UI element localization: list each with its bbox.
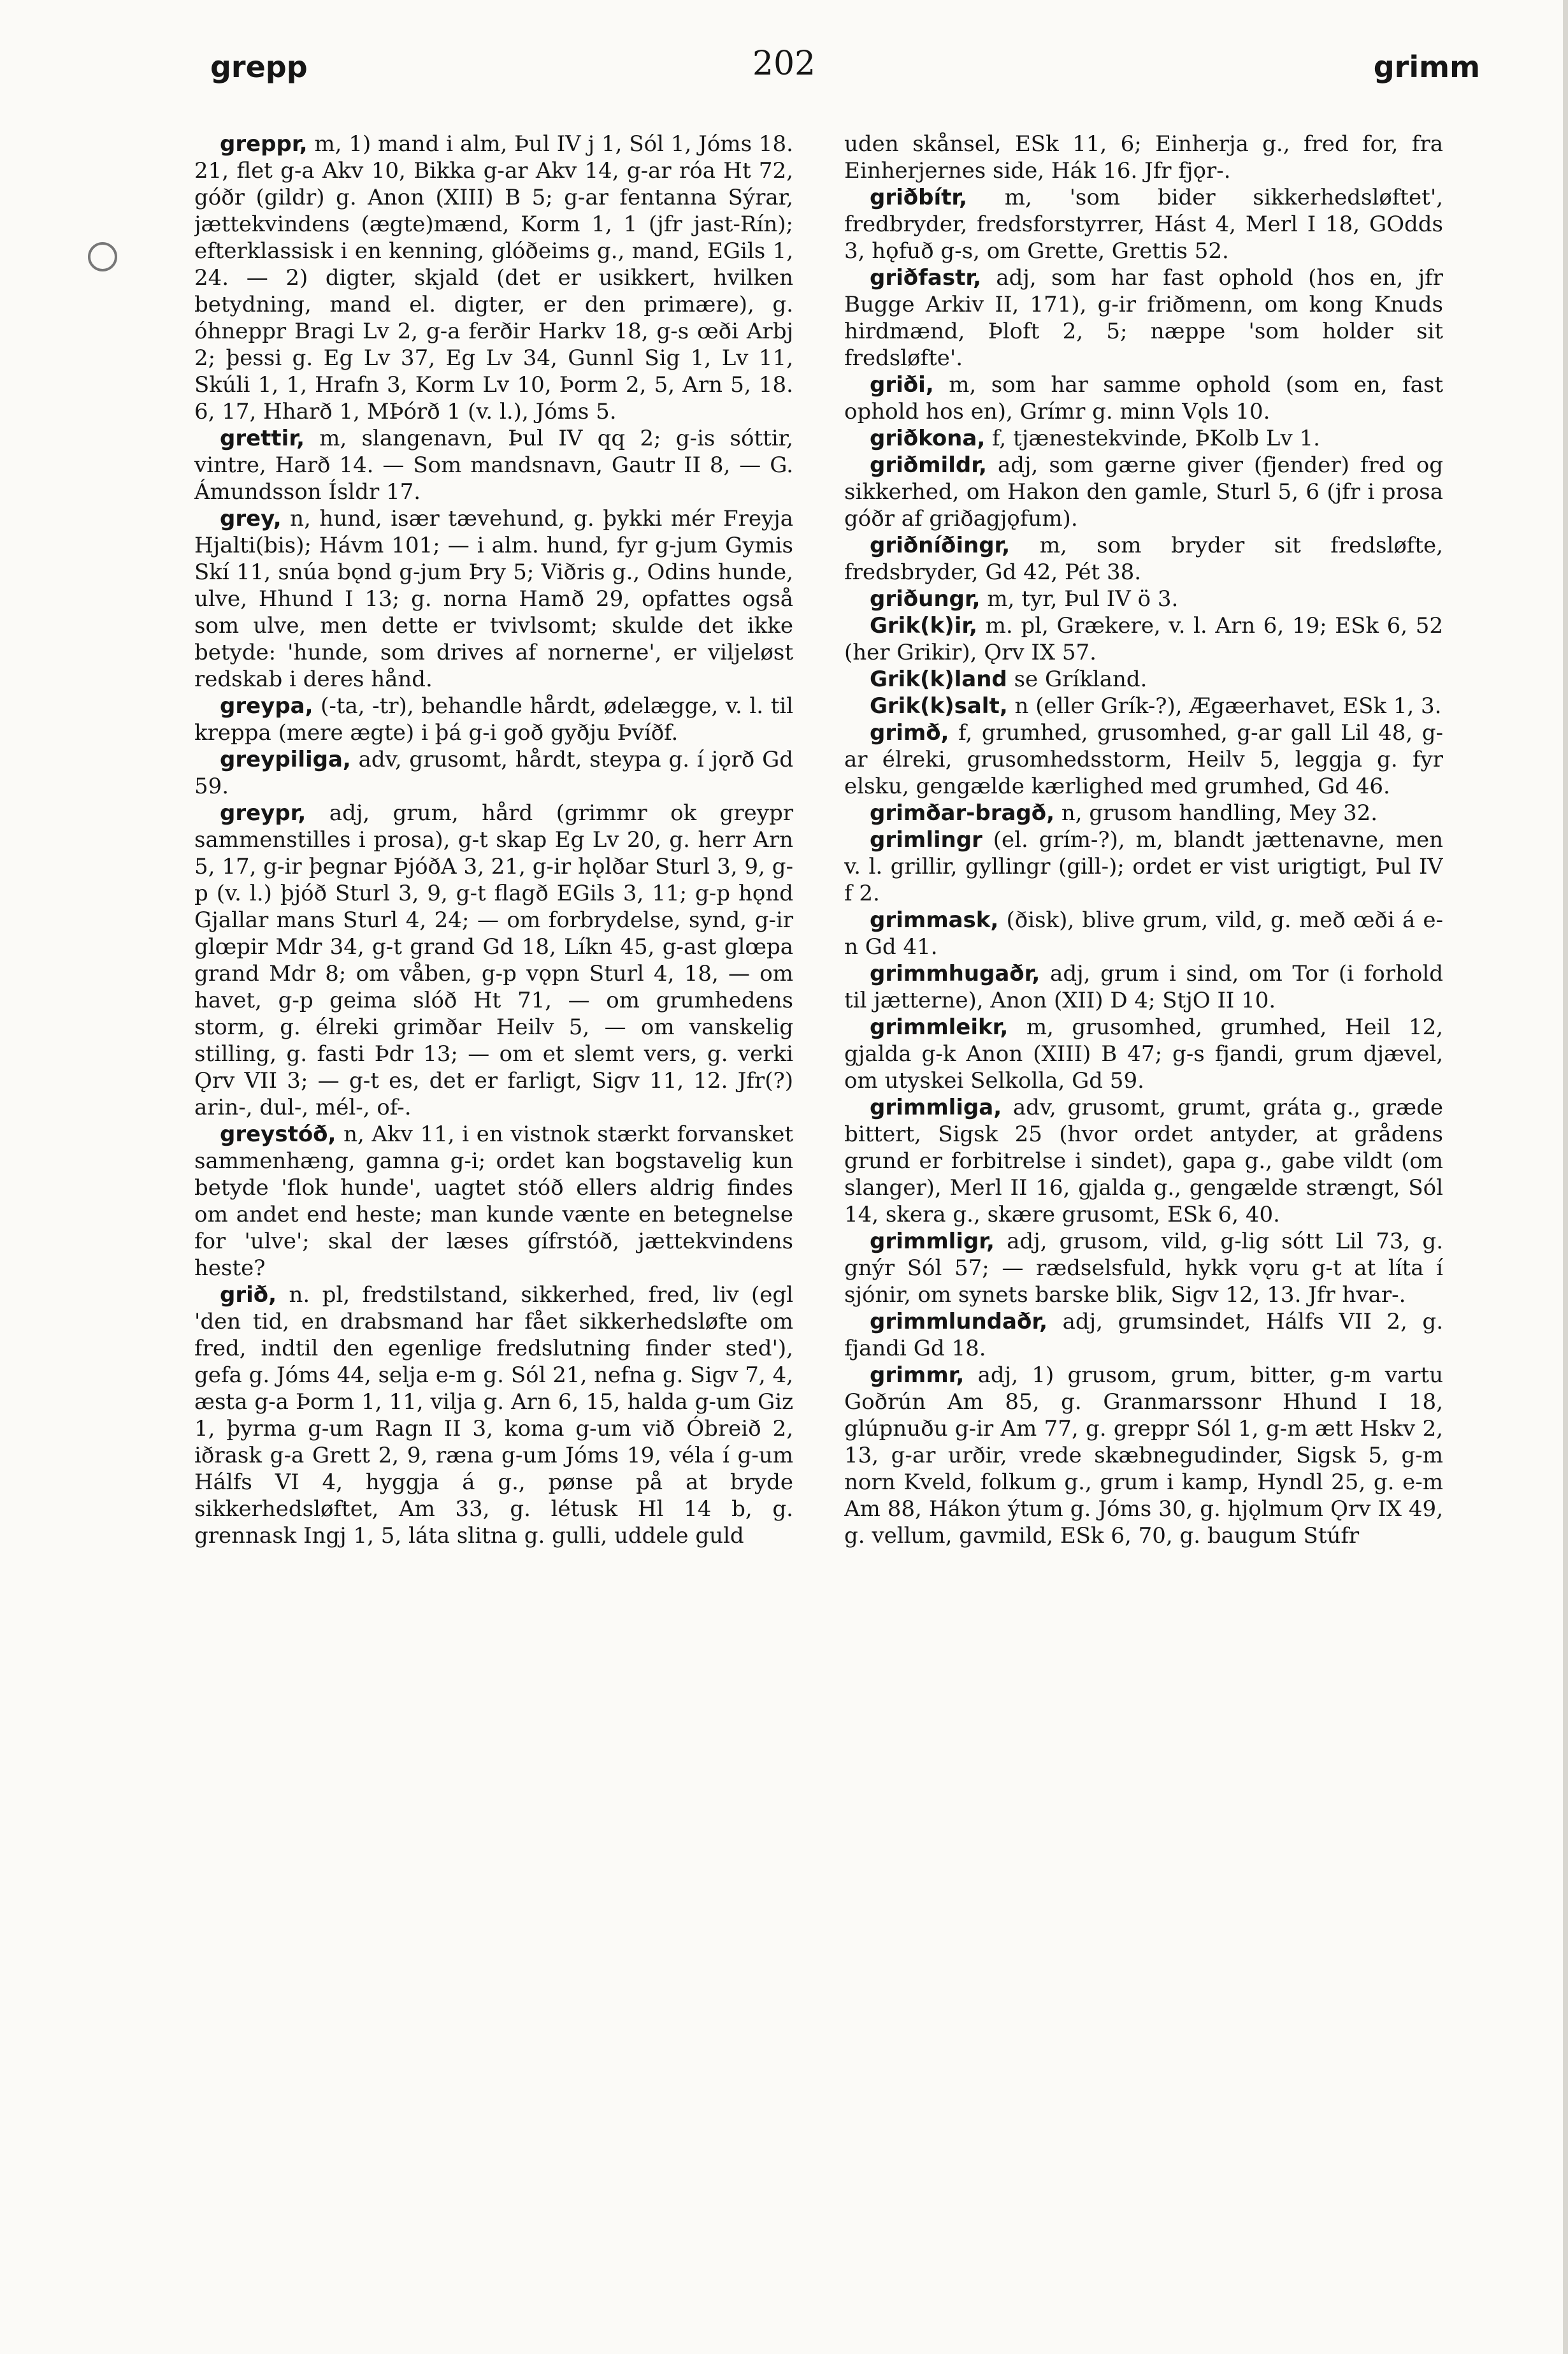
margin-circle-mark-icon	[88, 242, 117, 271]
dictionary-entry	[844, 425, 1443, 452]
dictionary-entry	[844, 131, 1443, 184]
entry-text: adj, grumsindet, Hálfs VII 2, g. fjandi Gd 18.	[844, 1309, 1443, 1361]
dictionary-entry	[844, 907, 1443, 960]
entry-text: m, som har samme ophold (som en, fast ophold hos en), Grímr g. minn Vǫls 10.	[844, 372, 1443, 424]
dictionary-entry	[844, 1014, 1443, 1094]
entry-headword: grimmask,	[870, 907, 999, 933]
entry-text: (el. grím-?), m, blandt jættenavne, men v. l. grillir, gyllingr (gill-); ordet er vist urigtigt, Þul IV f 2.	[844, 827, 1443, 906]
entry-headword: Grik(k)ir,	[870, 613, 977, 639]
entry-text: adv, grusomt, hårdt, steypa g. í jǫrð Gd 59.	[194, 747, 793, 799]
entry-text: f, grumhed, grusomhed, g-ar gall Lil 48, g-ar élreki, grusomhedsstorm, Heilv 5, leggja g. fyr elsku, gengælde kærlighed med grumhed, Gd 46.	[844, 720, 1443, 799]
entry-headword: greypr,	[220, 800, 306, 826]
dictionary-entry	[194, 800, 793, 1121]
dictionary-entry	[844, 1362, 1443, 1549]
entry-headword: grimmleikr,	[870, 1015, 1009, 1040]
entry-text: (ðisk), blive grum, vild, g. með œði á e-n Gd 41.	[844, 907, 1443, 960]
dictionary-entry	[844, 666, 1443, 693]
entry-headword: grið,	[220, 1282, 277, 1308]
entry-headword: greppr,	[220, 131, 308, 157]
entry-headword: grimð,	[870, 720, 949, 746]
entry-headword: greypa,	[220, 693, 313, 719]
entry-headword: griðkona,	[870, 426, 986, 451]
dictionary-entry	[844, 264, 1443, 372]
entry-headword: griði,	[870, 372, 934, 398]
entry-text: n, grusom handling, Mey 32.	[1054, 800, 1378, 826]
entry-text: adj, som gærne giver (fjender) fred og sikkerhed, om Hakon den gamle, Sturl 5, 6 (jfr i prosa góðr af griðagjǫfum).	[844, 452, 1443, 531]
entry-text: adj, grusom, vild, g-lig sótt Lil 73, g. gnýr Sól 57; — rædselsfuld, hykk vǫru g-t at líta í sjónir, om synets barske blik, Sigv 12, 13. Jfr hvar-.	[844, 1229, 1443, 1308]
entry-headword: griðbítr,	[870, 185, 968, 210]
entry-text: m, slangenavn, Þul IV qq 2; g-is sóttir, vintre, Harð 14. — Som mandsnavn, Gautr II 8, — G. Ámundsson Ísldr 17.	[194, 426, 793, 505]
entry-headword: griðfastr,	[870, 265, 982, 291]
dictionary-entry	[844, 184, 1443, 264]
entry-text: adj, grum, hård (grimmr ok greypr sammenstilles i prosa), g-t skap Eg Lv 20, g. herr Arn 5, 17, g-ir þegnar ÞjóðA 3, 21, g-ir hǫlðar Sturl 3, 9, g-p (v. l.) þjóð Sturl 3, 9, g-t flagð EGils 3, 11; g-p hǫnd Gjallar mans Sturl 4, 24; — om forbrydelse, synd, g-ir glœpir Mdr 34, g-t grand Gd 18, Líkn 45, g-ast glœpa grand Mdr 8; om våben, g-p vǫpn Sturl 4, 18, — om havet, g-p geima slóð Ht 71, — om grumhedens storm, g. élreki grimðar Heilv 5, — om vanskelig stilling, g. fasti Þdr 13; — om et slemt vers, g. verki Ǫrv VII 3; — g-t es, det er farligt, Sigv 11, 12. Jfr(?) arin-, dul-, mél-, of-.	[194, 800, 793, 1120]
dictionary-entry	[844, 960, 1443, 1014]
entry-headword: greystóð,	[220, 1122, 336, 1147]
dictionary-entry	[844, 1308, 1443, 1362]
entry-text: adj, grum i sind, om Tor (i forhold til jætterne), Anon (XII) D 4; StjO II 10.	[844, 961, 1443, 1013]
entry-text: adv, grusomt, grumt, gráta g., græde bittert, Sigsk 25 (hvor ordet antyder, at grådens grund er forbitrelse i sindet), gapa g., gabe vildt (om slanger), Merl II 16, gjalda g., gengælde strængt, Sól 14, skera g., skære grusomt, ESk 6, 40.	[844, 1095, 1443, 1227]
dictionary-entry	[194, 1282, 793, 1549]
entry-text: adj, 1) grusom, grum, bitter, g-m vartu Goðrún Am 85, g. Granmarssonr Hhund I 18, glúpnuðu g-ir Am 77, g. greppr Sól 1, g-m ætt Hskv 2, 13, g-ar urðir, vrede skæbnegudinder, Sigsk 5, g-m norn Kveld, folkum g., grum i kamp, Hyndl 25, g. e-m Am 88, Hákon ýtum g. Jóms 30, g. hjǫlmum Ǫrv IX 49, g. vellum, gavmild, ESk 6, 70, g. baugum Stúfr	[844, 1362, 1443, 1549]
right-column	[844, 131, 1443, 2291]
dictionary-entry	[844, 452, 1443, 532]
entry-headword: grimmr,	[870, 1362, 965, 1388]
dictionary-entry	[194, 505, 793, 693]
entry-text: m. pl, Grækere, v. l. Arn 6, 19; ESk 6, 52 (her Grikir), Ǫrv IX 57.	[844, 613, 1443, 665]
entry-headword: greypiliga,	[220, 747, 351, 772]
dictionary-entry	[844, 693, 1443, 719]
entry-text: m, tyr, Þul IV ö 3.	[980, 586, 1179, 612]
entry-text: adj, som har fast ophold (hos en, jfr Bugge Arkiv II, 171), g-ir friðmenn, om kong Knuds hirdmænd, Þloft 2, 5; næppe 'som holder sit fredsløfte'.	[844, 265, 1443, 371]
entry-text: n, Akv 11, i en vistnok stærkt forvansket sammenhæng, gamna g-i; ordet kan bogstavelig kun betyde 'flok hunde', uagtet stóð ellers aldrig findes om andet end heste; man kunde vænte en betegnelse for 'ulve'; skal der læses gífrstóð, jættekvindens heste?	[194, 1122, 793, 1281]
entry-headword: grey,	[220, 506, 282, 531]
entry-text: m, 1) mand i alm, Þul IV j 1, Sól 1, Jóms 18. 21, flet g-a Akv 10, Bikka g-ar Akv 14, g-ar róa Ht 72, góðr (gildr) g. Anon (XIII) B 5; g-ar fentanna Sýrar, jættekvindens (ægte)mænd, Korm 1, 1 (jfr jast-Rín); efterklassisk i en kenning, glóðeims g., mand, EGils 1, 24. — 2) digter, skjald (det er usikkert, hvilken betydning, mand el. digter, er den primære), g. óhneppr Bragi Lv 2, g-a ferðir Harkv 18, g-s œði Arbj 2; þessi g. Eg Lv 37, Eg Lv 34, Gunnl Sig 1, Lv 11, Skúli 1, 1, Hrafn 3, Korm Lv 10, Þorm 2, 5, Arn 5, 18. 6, 17, Hharð 1, MÞórð 1 (v. l.), Jóms 5.	[194, 131, 793, 424]
entry-headword: grimmlundaðr,	[870, 1309, 1048, 1334]
dictionary-entry	[844, 372, 1443, 425]
dictionary-entry	[194, 693, 793, 746]
entry-headword: Grik(k)land	[870, 667, 1007, 692]
entry-headword: Grik(k)salt,	[870, 693, 1008, 719]
entry-headword: griðungr,	[870, 586, 981, 612]
page-edge	[1563, 0, 1568, 2354]
entry-text: n. pl, fredstilstand, sikkerhed, fred, liv (egl 'den tid, en drabsmand har fået sikkerhedsløfte om fred, indtil den egenlige fredslutning finder sted'), gefa g. Jóms 44, selja e-m g. Sól 21, nefna g. Sigv 7, 4, æsta g-a Þorm 1, 11, vilja g. Arn 6, 15, halda g-um Giz 1, þyrma g-um Ragn II 3, koma g-um við Óbreið 2, iðrask g-a Grett 2, 9, ræna g-um Jóms 19, véla í g-um Hálfs VI 4, hyggja á g., pønse på at bryde sikkerhedsløftet, Am 33, g. létusk Hl 14 b, g. grennask Ingj 1, 5, láta slitna g. gulli, uddele guld	[194, 1282, 793, 1549]
dictionary-entry	[844, 1094, 1443, 1228]
entry-headword: grimmhugaðr,	[870, 961, 1040, 986]
entry-headword: grimmliga,	[870, 1095, 1002, 1120]
dictionary-entry	[844, 1228, 1443, 1308]
left-column	[194, 131, 793, 2291]
dictionary-entry	[194, 131, 793, 425]
entry-text: n, hund, især tævehund, g. þykki mér Freyja Hjalti(bis); Hávm 101; — i alm. hund, fyr g-jum Gymis Skí 11, snúa bǫnd g-jum Þry 5; Viðris g., Odins hunde, ulve, Hhund I 13; g. norna Hamð 29, opfattes også som ulve, men dette er tvivlsomt; skulde det ikke betyde: 'hunde, som drives af nornerne', er viljeløst redskab i deres hånd.	[194, 506, 793, 692]
entry-text: uden skånsel, ESk 11, 6; Einherja g., fred for, fra Einherjernes side, Hák 16. Jfr fjǫr-.	[844, 131, 1443, 184]
entry-text: se Gríkland.	[1007, 667, 1147, 692]
entry-text: (-ta, -tr), behandle hårdt, ødelægge, v. l. til kreppa (mere ægte) i þá g-i goð gyðju Þvíðf.	[194, 693, 793, 746]
entry-text: m, grusomhed, grumhed, Heil 12, gjalda g-k Anon (XIII) B 47; g-s fjandi, grum djævel, om utyskei Selkolla, Gd 59.	[844, 1015, 1443, 1094]
dictionary-entry	[844, 827, 1443, 907]
entry-text: m, som bryder sit fredsløfte, fredsbryder, Gd 42, Pét 38.	[844, 533, 1443, 585]
dictionary-entry	[194, 425, 793, 505]
entry-headword: grimlingr	[870, 827, 982, 853]
entry-headword: grimmligr,	[870, 1229, 995, 1254]
running-head-right: grimm	[1373, 50, 1480, 84]
entry-text: f, tjænestekvinde, ÞKolb Lv 1.	[985, 426, 1320, 451]
entry-headword: griðmildr,	[870, 452, 987, 478]
dictionary-entry	[194, 746, 793, 800]
page-number: 202	[752, 45, 816, 83]
dictionary-entry	[844, 586, 1443, 612]
running-head-left: grepp	[210, 50, 308, 84]
dictionary-entry	[844, 719, 1443, 800]
dictionary-entry	[844, 612, 1443, 666]
entry-headword: griðníðingr,	[870, 533, 1011, 558]
dictionary-entry	[844, 800, 1443, 827]
entry-headword: grettir,	[220, 426, 305, 451]
entry-text: m, 'som bider sikkerhedsløftet', fredbryder, fredsforstyrrer, Hást 4, Merl I 18, GOdds 3, hǫfuð g-s, om Grette, Grettis 52.	[844, 185, 1443, 264]
entry-headword: grimðar-bragð,	[870, 800, 1055, 826]
entry-text: n (eller Grík-?), Ægæerhavet, ESk 1, 3.	[1007, 693, 1442, 719]
dictionary-entry	[194, 1121, 793, 1282]
dictionary-entry	[844, 532, 1443, 586]
